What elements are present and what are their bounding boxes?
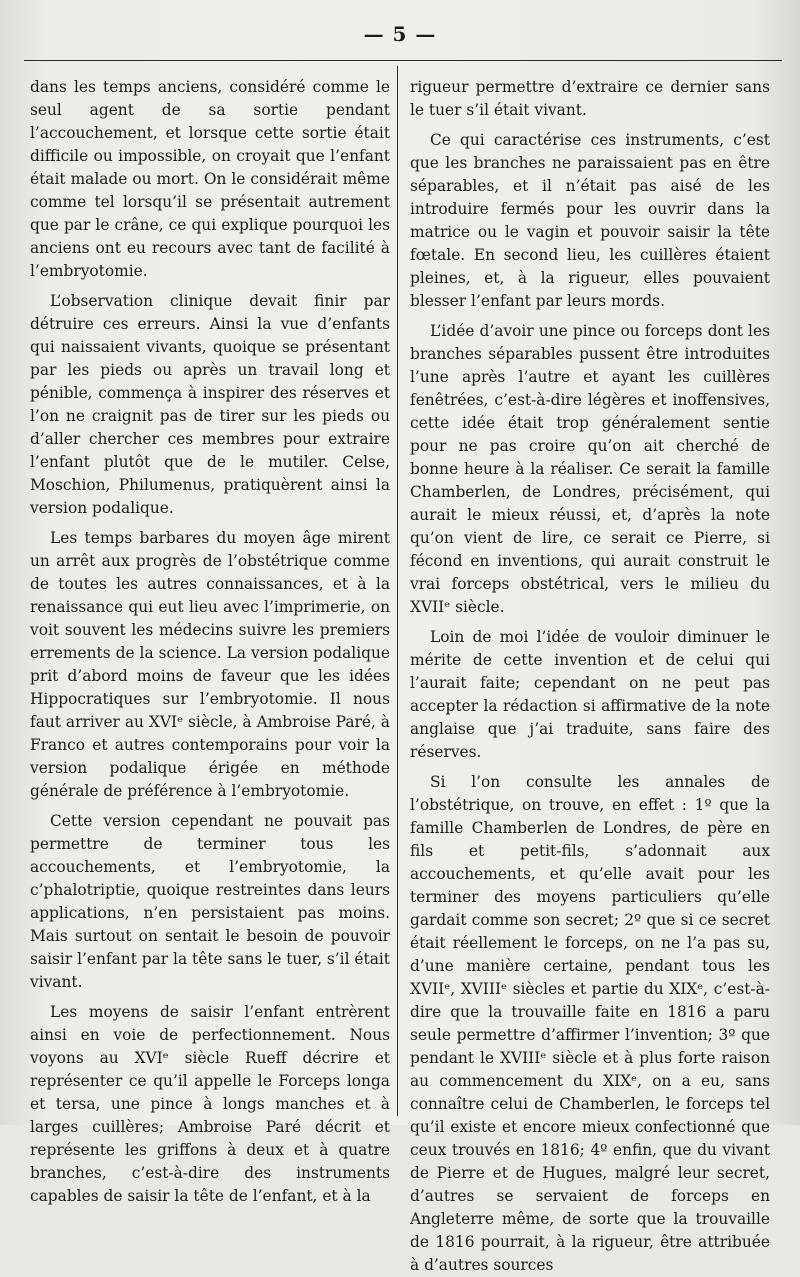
paragraph: dans les temps anciens, considéré comme le seul agent de sa sortie pendant l’accouchement, et lorsque cette sortie était difficile ou impossible, on croyait que l’enfant était malade ou mort. On le considérait même comme tel lorsqu’il se présentait autrement que par le crâne, ce qui explique pourquoi les anciens ont eu recours avec tant de facilité à l’embryotomie. xyxy=(30,78,390,280)
paragraph: Les temps barbares du moyen âge mirent un arrêt aux progrès de l’obstétrique comme de toutes les autres connaissances, et à la renaissance qui eut lieu avec l’imprimerie, on voit souvent les médecins suivre les premiers errements de la science. La version podalique prit d’abord moins de faveur que les idées Hippocratiques sur l’embryotomie. Il nous faut arriver au XVIᵉ siècle, à Ambroise Paré, à Franco et autres contemporains pour voir la version podalique érigée en méthode générale de préférence à l’embryotomie. xyxy=(30,529,390,800)
paragraph: Cette version cependant ne pouvait pas permettre de terminer tous les accouchements, et l’embryotomie, la c’phalotriptie, quoique restreintes dans leurs applications, n’en persistaient pas moins. Mais surtout on sentait le besoin de pouvoir saisir l’enfant par la tête sans le tuer, s’il était vivant. xyxy=(30,812,390,991)
column-divider xyxy=(397,66,398,1116)
paragraph: Ce qui caractérise ces instruments, c’est que les branches ne paraissaient pas en être séparables, et il n’était pas aisé de les introduire fermés pour les ouvrir dans la matrice ou le vagin et pouvoir saisir la tête fœtale. En second lieu, les cuillères étaient pleines, et, à la rigueur, elles pouvaient blesser l’enfant par leurs mords. xyxy=(410,131,770,310)
paragraph: Loin de moi l’idée de vouloir diminuer le mérite de cette invention et de celui qui l’aurait faite; cependant on ne peut pas accepter la rédaction si affirmative de la note anglaise que j’ai traduite, sans faire des réserves. xyxy=(410,628,770,761)
paragraph: L’idée d’avoir une pince ou forceps dont les branches séparables pussent être introduites l’une après l’autre et ayant les cuillères fenêtrées, c’est-à-dire légères et inoffensives, cette idée était trop généralement sentie pour ne pas croire qu’on ait cherché de bonne heure à la réaliser. Ce serait la famille Chamberlen, de Londres, précisément, qui aurait le mieux réussi, et, d’après la note qu’on vient de lire, ce serait ce Pierre, si fécond en inventions, qui aurait construit le vrai forceps obstétrical, vers le milieu du XVIIᵉ siècle. xyxy=(410,322,770,616)
right-column xyxy=(410,76,770,1277)
paragraph: Si l’on consulte les annales de l’obstétrique, on trouve, en effet : 1º que la famille Chamberlen de Londres, de père en fils et petit-fils, s’adonnait aux accouchements, et qu’elle avait pour les terminer des moyens particuliers qu’elle gardait comme son secret; 2º que si ce secret était réellement le forceps, on ne l’a pas su, d’une manière certaine, pendant tous les XVIIᵉ, XVIIIᵉ siècles et partie du XIXᵉ, c’est-à-dire que la trouvaille faite en 1816 a paru seule permettre d’affirmer l’invention; 3º que pendant le XVIIIᵉ siècle et à plus forte raison au commencement du XIXᵉ, on a eu, sans connaître celui de Chamberlen, le forceps tel qu’il existe et encore mieux confectionné que ceux trouvés en 1816; 4º enfin, que du vivant de Pierre et de Hugues, malgré leur secret, d’autres se servaient de forceps en Angleterre même, de sorte que la trouvaille de 1816 pourrait, à la rigueur, être attribuée à d’autres sources xyxy=(410,773,770,1274)
header-rule xyxy=(24,60,782,61)
paragraph: rigueur permettre d’extraire ce dernier sans le tuer s’il était vivant. xyxy=(410,78,770,119)
paragraph: L’observation clinique devait finir par détruire ces erreurs. Ainsi la vue d’enfants qui naissaient vivants, quoique se présentant par les pieds ou après un travail long et pénible, commença à inspirer des réserves et l’on ne craignit pas de tirer sur les pieds ou d’aller chercher ces membres pour extraire l’enfant plutôt que de le mutiler. Celse, Moschion, Philumenus, pratiquèrent ainsi la version podalique. xyxy=(30,292,390,517)
page-number: — 5 — xyxy=(363,22,437,46)
left-column xyxy=(30,76,390,1208)
paragraph: Les moyens de saisir l’enfant entrèrent ainsi en voie de perfectionnement. Nous voyons au XVIᵉ siècle Rueff décrire et représenter ce qu’il appelle le Forceps longa et tersa, une pince à longs manches et à larges cuillères; Ambroise Paré décrit et représente les griffons à deux et à quatre branches, c’est-à-dire des instruments capables de saisir la tête de l’enfant, et à la xyxy=(30,1003,390,1205)
